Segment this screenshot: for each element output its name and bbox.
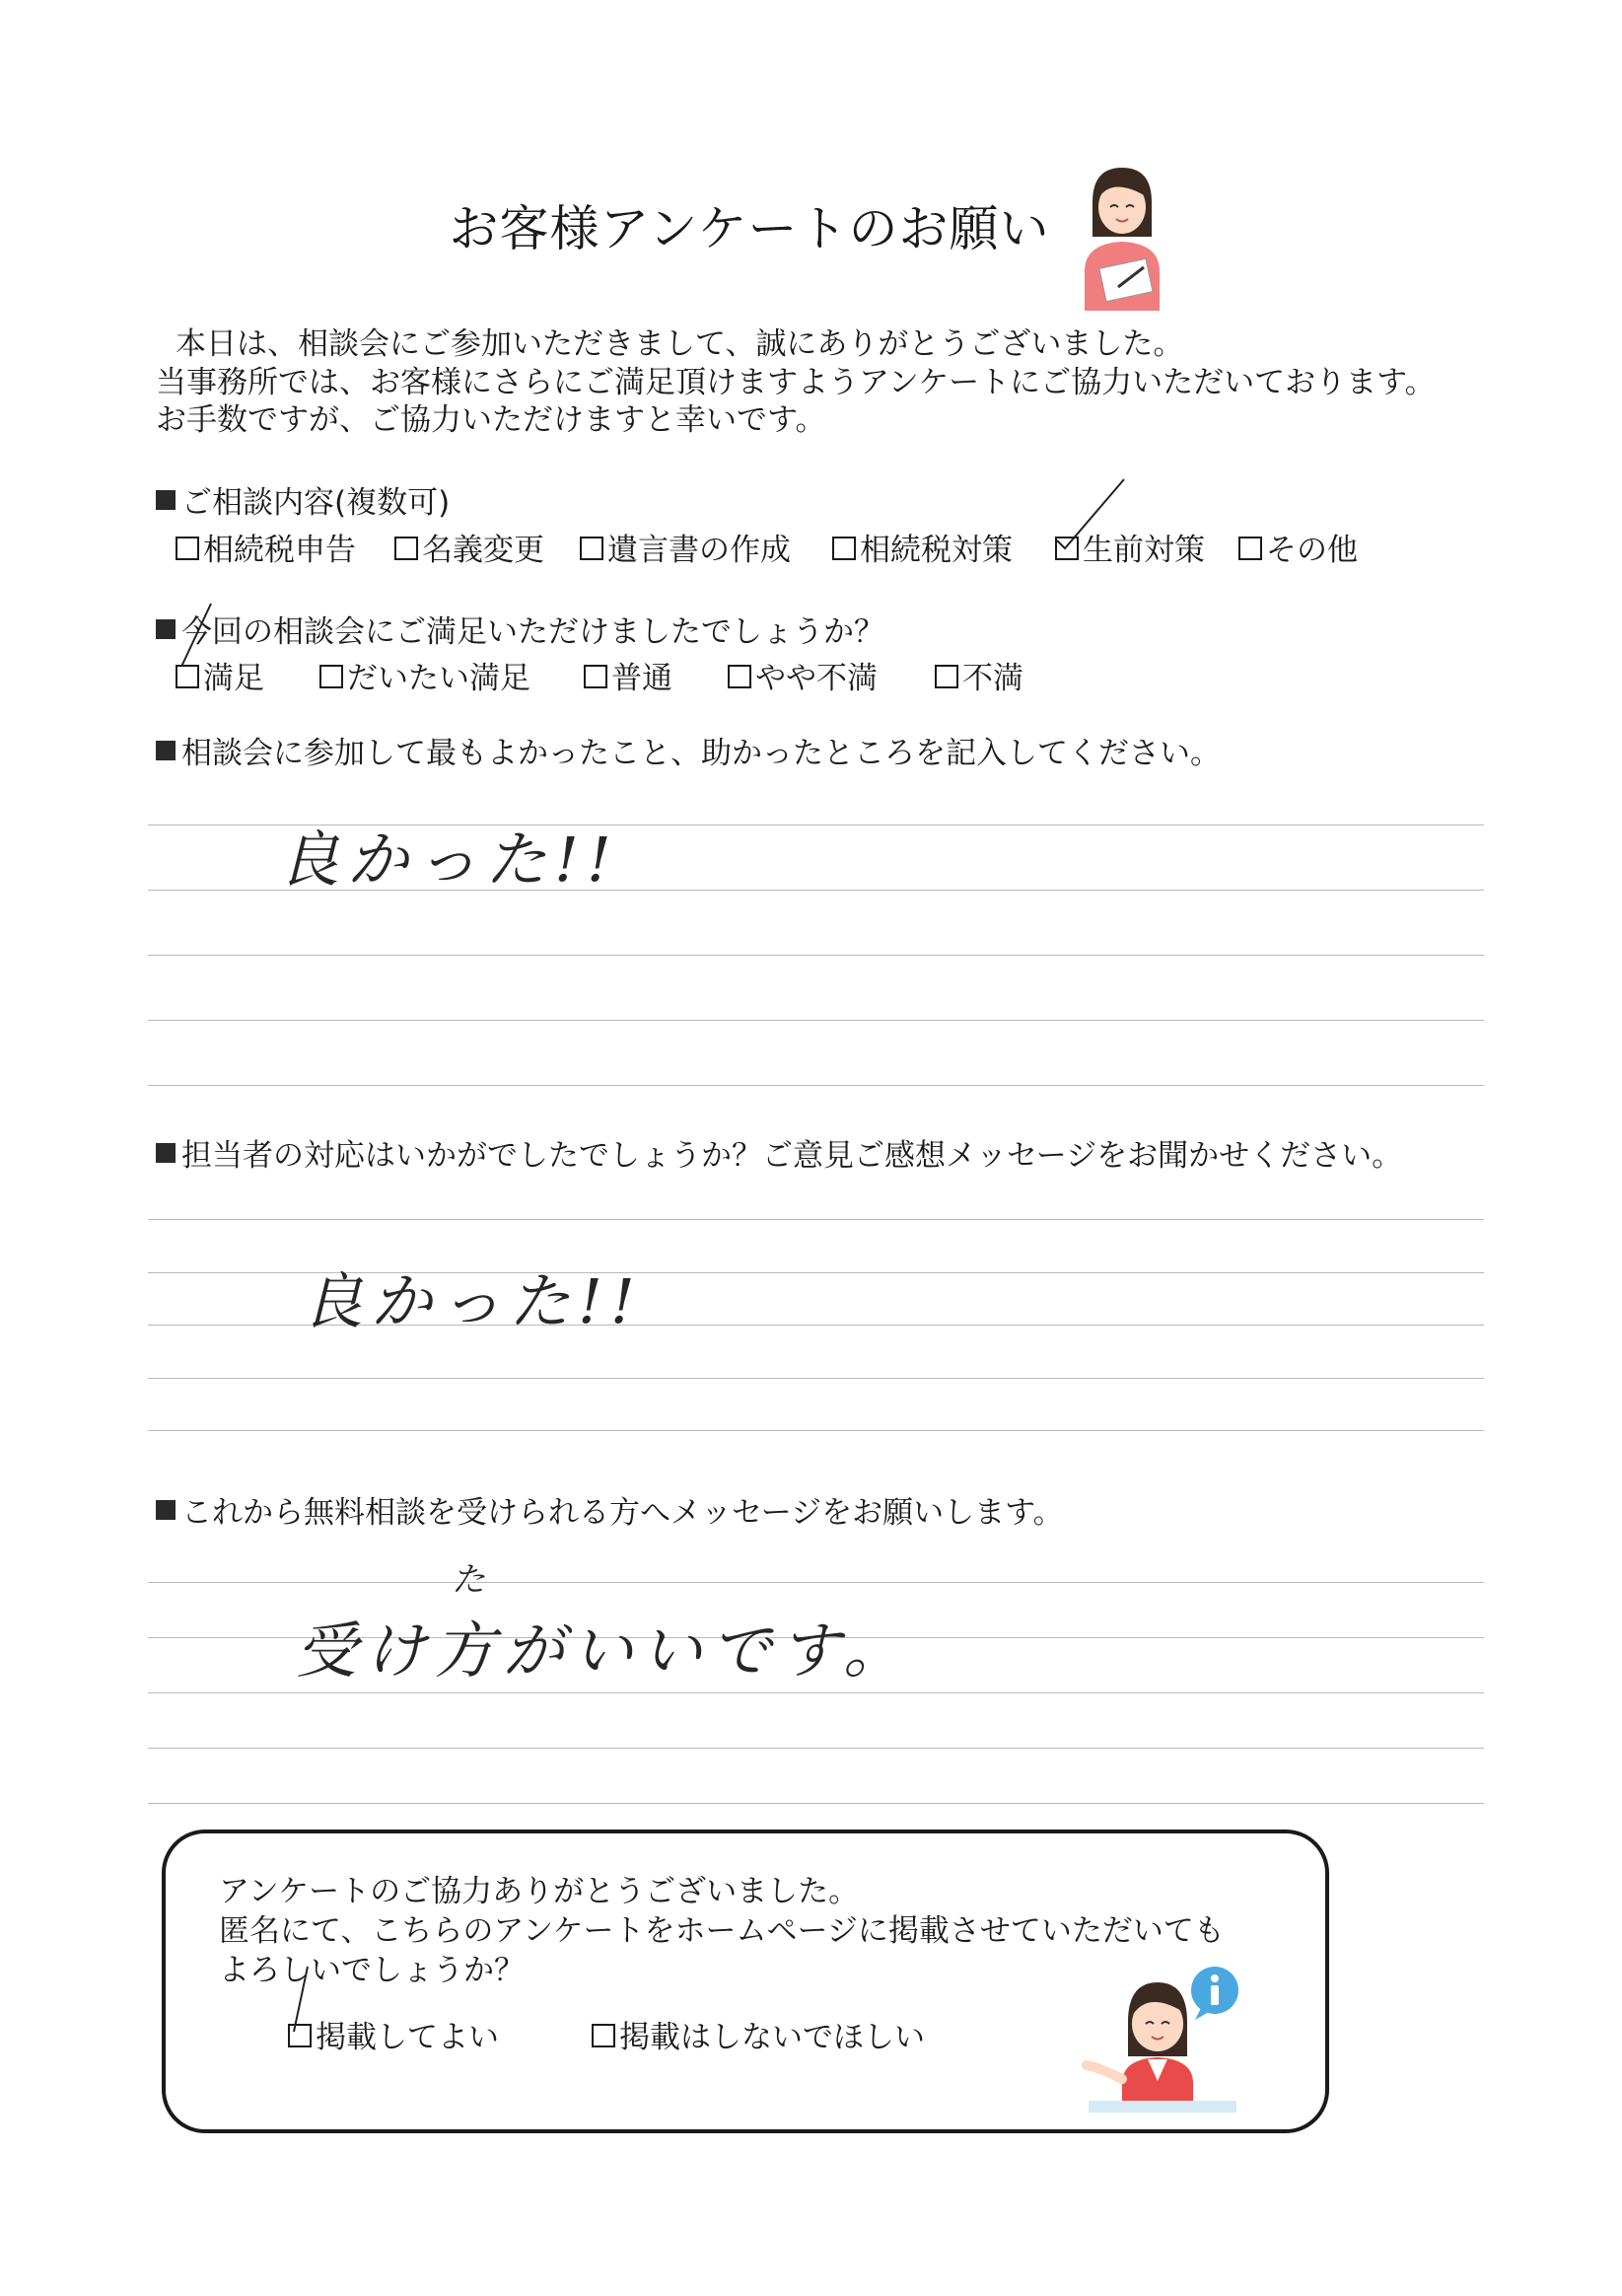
q5-heading-text: これから無料相談を受けられる方へメッセージをお願いします。 — [181, 1495, 1064, 1531]
q3-heading-text: 相談会に参加して最もよかったこと、助かったところを記入してください。 — [181, 736, 1221, 771]
q4-heading — [156, 1130, 1402, 1175]
q1-option-3[interactable]: 遺言書の作成 — [580, 525, 791, 569]
q2-option-3[interactable]: 普通 — [584, 653, 672, 697]
answer-line — [148, 1020, 1484, 1021]
q1-option-2[interactable]: 名義変更 — [394, 525, 544, 569]
checkbox[interactable] — [580, 537, 603, 560]
answer-line — [148, 1692, 1484, 1693]
answer-line — [148, 955, 1484, 956]
checkbox[interactable] — [935, 665, 958, 688]
q3-answer-handwritten: 良かった!! — [278, 824, 619, 896]
closing-line-2: 匿名にて、こちらのアンケートをホームページに掲載させていただいても — [219, 1913, 1225, 1949]
answer-line — [148, 1378, 1484, 1379]
intro-line-1: 本日は、相談会にご参加いただきまして、誠にありがとうございました。 — [176, 326, 1184, 362]
checkmark-icon — [176, 598, 215, 677]
publish-option-yes[interactable]: 掲載してよい — [288, 2012, 499, 2056]
bullet-square-icon — [156, 490, 176, 510]
q2-option-1[interactable]: 満足 — [176, 653, 264, 697]
bullet-square-icon — [156, 619, 176, 639]
checkmark-icon — [1051, 475, 1130, 554]
checkbox[interactable] — [728, 665, 751, 688]
checkbox[interactable] — [319, 665, 343, 688]
bullet-square-icon — [156, 741, 176, 760]
checkbox[interactable] — [394, 537, 418, 560]
checkbox[interactable] — [1238, 537, 1262, 560]
q2-heading — [156, 607, 884, 651]
q1-heading — [156, 477, 450, 522]
checkbox[interactable] — [832, 537, 856, 560]
closing-line-3: よろしいでしょうか？ — [219, 1953, 525, 1988]
answer-line — [148, 1219, 1484, 1220]
q4-answer-handwritten: 良かった!! — [302, 1265, 643, 1337]
bullet-square-icon — [156, 1500, 176, 1520]
q1-heading-text: ご相談内容(複数可) — [181, 485, 451, 521]
page-title: お客様アンケートのお願い — [449, 200, 1050, 257]
checkbox[interactable] — [584, 665, 607, 688]
q2-option-2[interactable]: だいたい満足 — [319, 653, 530, 697]
q5-answer-handwritten: 受け方がいいです。 — [296, 1614, 913, 1686]
q2-options — [176, 653, 1162, 696]
q1-option-6[interactable]: その他 — [1238, 525, 1358, 569]
answer-line — [148, 1748, 1484, 1749]
q2-option-4[interactable]: やや不満 — [728, 653, 878, 697]
q5-answer-correction: た — [452, 1560, 485, 1600]
q1-option-4[interactable]: 相続税対策 — [832, 525, 1013, 569]
checkmark-icon — [288, 1963, 317, 2042]
checkbox[interactable] — [592, 2024, 615, 2047]
q2-option-5[interactable]: 不満 — [935, 653, 1023, 697]
answer-line — [148, 1085, 1484, 1086]
q3-heading — [156, 728, 1221, 772]
intro-line-3: お手数ですが、ご協力いただけますと幸いです。 — [156, 402, 826, 438]
answer-line — [148, 1803, 1484, 1804]
receptionist-info-illustration — [1079, 1963, 1246, 2120]
answer-line — [148, 1582, 1484, 1583]
publish-options — [288, 2012, 978, 2055]
q1-option-1[interactable]: 相続税申告 — [176, 525, 356, 569]
bullet-square-icon — [156, 1143, 176, 1163]
checkbox[interactable] — [176, 537, 199, 560]
intro-line-2: 当事務所では、お客様にさらにご満足頂けますようアンケートにご協力いただいております。 — [156, 365, 1436, 400]
closing-line-1: アンケートのご協力ありがとうございました。 — [219, 1874, 860, 1909]
q5-heading — [156, 1487, 1064, 1532]
woman-writing-illustration — [1073, 163, 1171, 311]
q4-heading-text: 担当者の対応はいかがでしたでしょうか？ご意見ご感想メッセージをお聞かせください。 — [181, 1138, 1403, 1174]
q1-option-5[interactable]: 生前対策 — [1055, 525, 1205, 569]
q1-options — [176, 525, 1457, 568]
publish-option-no[interactable]: 掲載はしないでほしい — [592, 2012, 925, 2056]
answer-line — [148, 1430, 1484, 1431]
info-icon — [1191, 1967, 1238, 2020]
q2-heading-text: 今回の相談会にご満足いただけましたでしょうか？ — [181, 614, 884, 650]
